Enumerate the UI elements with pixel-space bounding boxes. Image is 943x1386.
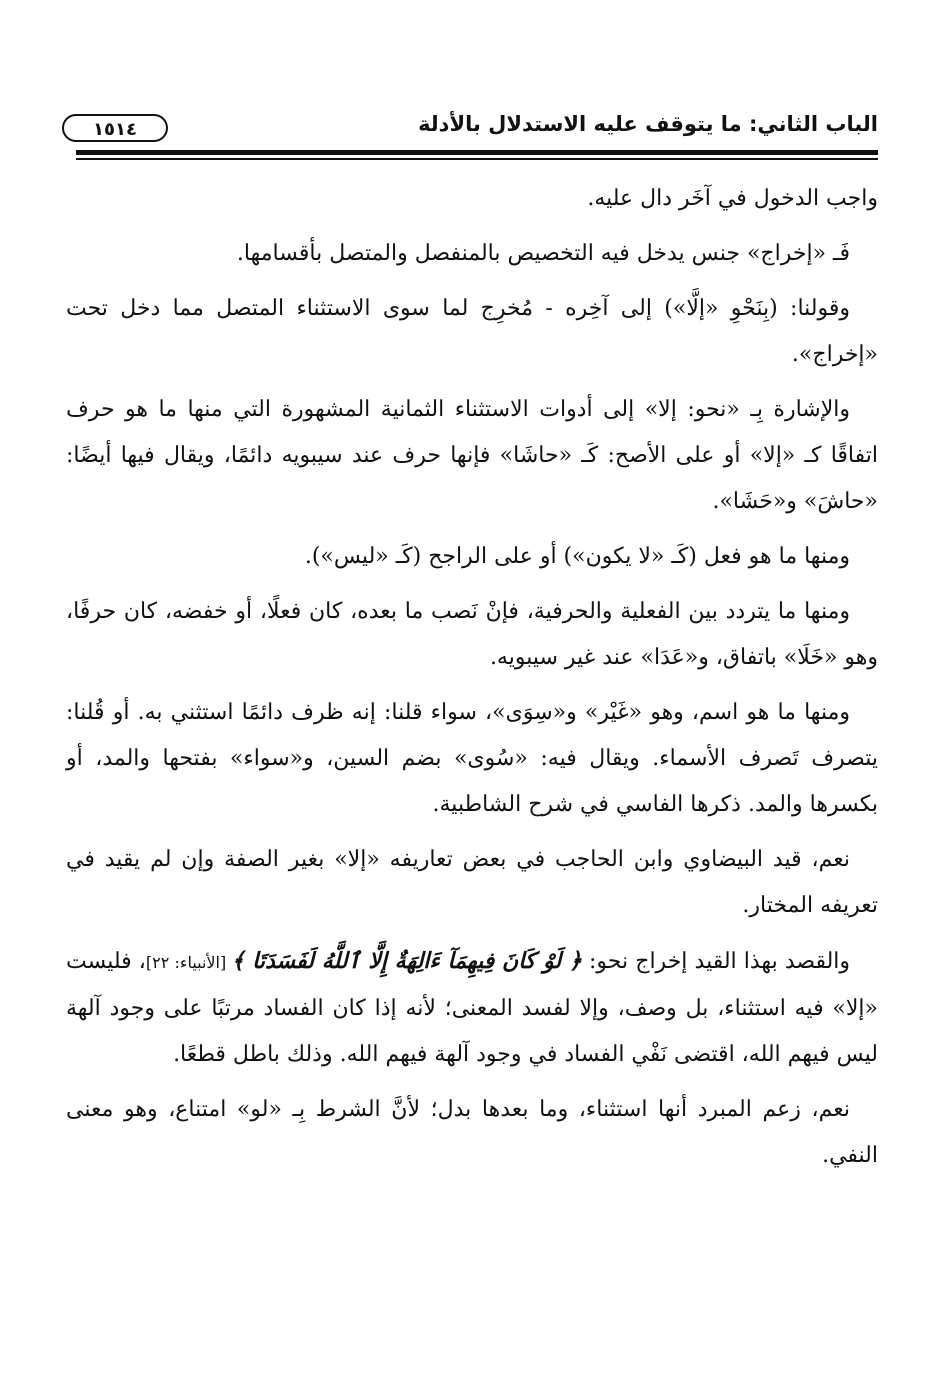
paragraph: نعم، قيد البيضاوي وابن الحاجب في بعض تعاريفه «إلا» بغير الصفة وإن لم يقيد في تعريفه المختار. xyxy=(66,847,878,918)
chapter-title: الباب الثاني: ما يتوقف عليه الاستدلال بالأدلة xyxy=(418,112,878,136)
paragraph: ومنها ما هو فعل (كَـ «لا يكون») أو على الراجح (كَـ «ليس»). xyxy=(304,544,850,569)
paragraph: ومنها ما هو اسم، وهو «غَيْر» و«سِوَى»، سواء قلنا: إنه ظرف دائمًا استثني به. أو قُلنا: يتصرف تَصرف الأسماء. ويقال فيه: «سُوى» بضم السين، و«سواء» بفتحها والمد، أو بكسرها والمد. ذكرها الفاسي في شرح الشاطبية. xyxy=(66,700,878,817)
page-header xyxy=(62,104,878,152)
paragraph: ومنها ما يتردد بين الفعلية والحرفية، فإنْ نَصب ما بعده، كان فعلًا، أو خفضه، كان حرفًا، وهو «خَلَا» باتفاق، و«عَدَا» عند غير سيبويه. xyxy=(66,599,878,670)
page-number-badge: ١٥١٤ xyxy=(62,114,168,142)
verse-reference: [الأنبياء: ٢٢] xyxy=(145,953,232,972)
paragraph: والإشارة بِـ «نحو: إلا» إلى أدوات الاستثناء الثمانية المشهورة التي منها ما هو حرف اتفاقًا كـ «إلا» أو على الأصح: كَـ «حاشَا» فإنها حرف عند سيبويه دائمًا، ويقال فيها أيضًا: «حاشَ» و«حَشَا». xyxy=(66,397,878,514)
header-rule-thin xyxy=(76,158,878,160)
paragraph: فَـ «إخراج» جنس يدخل فيه التخصيص بالمنفصل والمتصل بأقسامها. xyxy=(236,241,850,266)
quran-paragraph xyxy=(66,938,878,1078)
quran-following-text: ، فليست «إلا» فيه استثناء، بل وصف، وإلا لفسد المعنى؛ لأنه إذا كان الفساد مرتبًا على وجود آلهة ليس فيهم الله، اقتضى نَفْي الفساد في وجود آلهة فيهم الله. وذلك باطل قطعًا. xyxy=(66,949,878,1067)
paragraph: نعم، زعم المبرد أنها استثناء، وما بعدها بدل؛ لأنَّ الشرط بِـ «لو» امتناع، وهو معنى النفي. xyxy=(66,1097,878,1168)
quran-intro-text: والقصد بهذا القيد إخراج نحو: xyxy=(581,949,851,974)
page-body xyxy=(66,176,878,1188)
paragraph: واجب الدخول في آخَر دال عليه. xyxy=(587,186,878,211)
header-rule-thick xyxy=(76,150,878,155)
quran-verse: ﴿ لَوْ كَانَ فِيهِمَآ ءَالِهَةٌ إِلَّا ٱللَّهُ لَفَسَدَتَا ﴾ xyxy=(231,948,582,974)
paragraph: وقولنا: (بِنَحْوِ «إلَّا») إلى آخِره - مُخرِج لما سوى الاستثناء المتصل مما دخل تحت «إخراج». xyxy=(66,296,878,367)
